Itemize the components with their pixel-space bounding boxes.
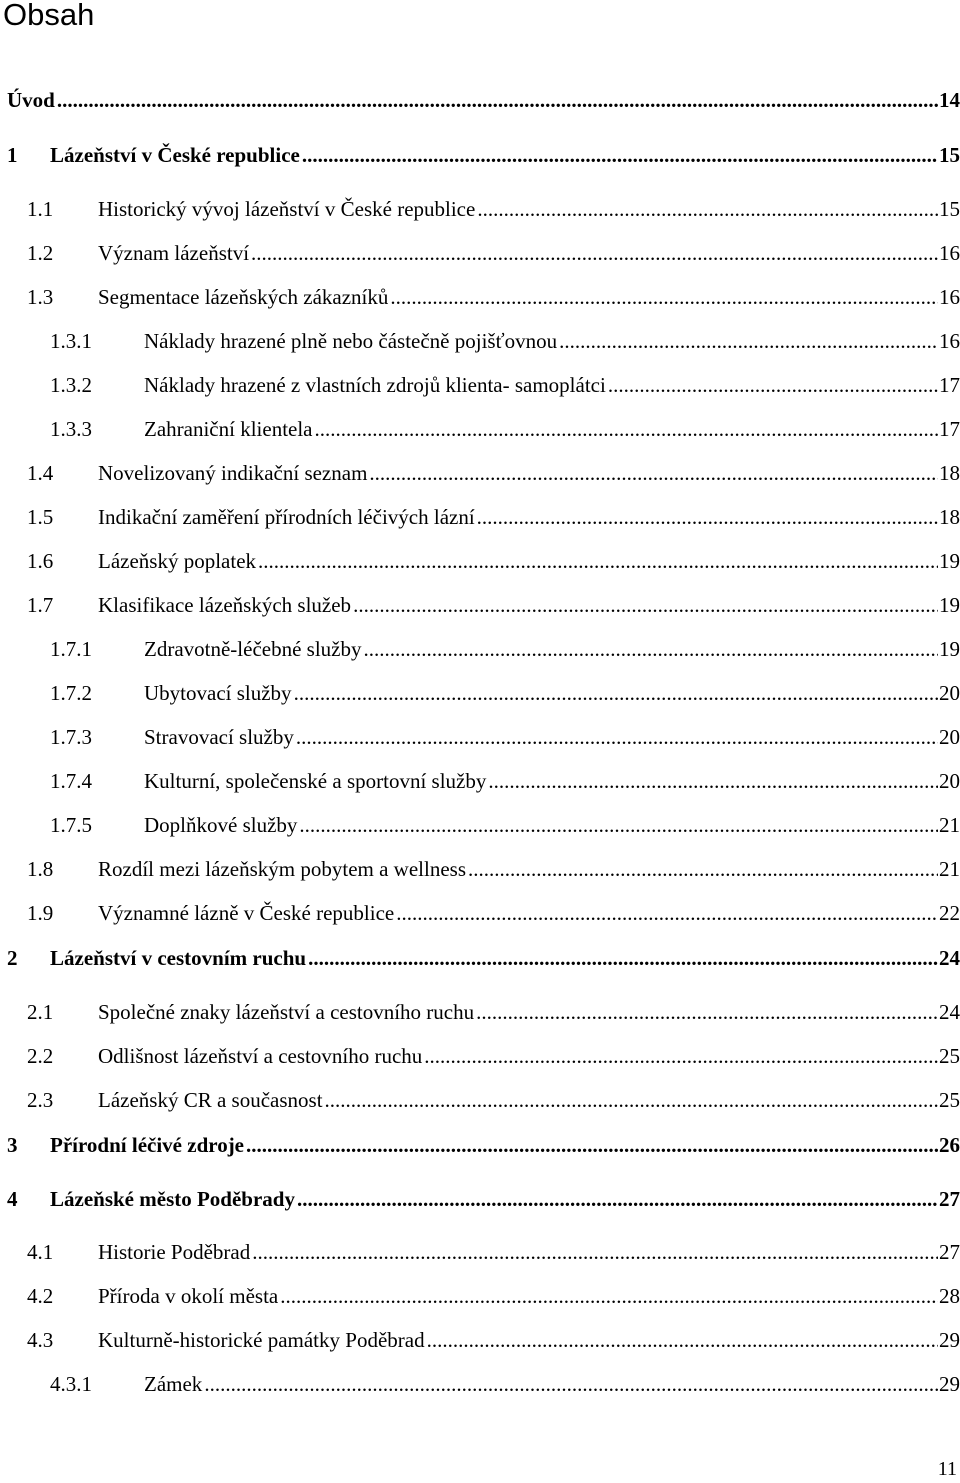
toc-entry-page: 27 xyxy=(939,1240,960,1264)
toc-entry-title: Rozdíl mezi lázeňským pobytem a wellness xyxy=(98,857,466,881)
dot-leader xyxy=(297,1185,938,1213)
dot-leader xyxy=(296,723,938,751)
toc-entry-title: Lázeňský CR a současnost xyxy=(98,1088,323,1112)
toc-entry-page: 29 xyxy=(939,1372,960,1396)
dot-leader xyxy=(488,767,938,795)
toc-entry-title: Doplňkové služby xyxy=(144,813,298,837)
toc-entry-page: 21 xyxy=(939,857,960,881)
dot-leader xyxy=(468,855,938,883)
toc-entry[interactable] xyxy=(27,547,960,575)
toc-entry[interactable] xyxy=(50,371,960,399)
toc-entry-number: 4.2 xyxy=(27,1284,54,1308)
toc-entry[interactable] xyxy=(7,1131,960,1159)
toc-entry[interactable] xyxy=(50,723,960,751)
toc-entry[interactable] xyxy=(27,1282,960,1310)
toc-entry-number: 3 xyxy=(7,1133,18,1157)
toc-entry-number: 4.3.1 xyxy=(50,1372,92,1396)
toc-entry-number: 1.5 xyxy=(27,505,54,529)
toc-entry[interactable] xyxy=(27,1238,960,1266)
toc-entry-title: Kulturně-historické památky Poděbrad xyxy=(98,1328,425,1352)
toc-entry-page: 18 xyxy=(939,461,960,485)
dot-leader xyxy=(302,141,938,169)
toc-entry-number: 2.2 xyxy=(27,1044,54,1068)
toc-entry-page: 15 xyxy=(939,143,960,167)
toc-entry-number: 1.8 xyxy=(27,857,54,881)
dot-leader xyxy=(308,944,938,972)
page-title: Obsah xyxy=(3,0,95,32)
page-number: 11 xyxy=(937,1458,957,1480)
toc-entry-page: 29 xyxy=(939,1328,960,1352)
toc-entry-page: 21 xyxy=(939,813,960,837)
toc-entry-page: 19 xyxy=(939,637,960,661)
toc-entry-number: 1.7.5 xyxy=(50,813,92,837)
toc-entry-number: 1.3.2 xyxy=(50,373,92,397)
toc-entry-number: 1.1 xyxy=(27,197,54,221)
toc-entry[interactable] xyxy=(50,415,960,443)
toc-entry-title: Příroda v okolí města xyxy=(98,1284,279,1308)
dot-leader xyxy=(294,679,938,707)
toc-entry[interactable] xyxy=(50,327,960,355)
toc-entry-title: Společné znaky lázeňství a cestovního ruchu xyxy=(98,1000,475,1024)
toc-entry-page: 18 xyxy=(939,505,960,529)
toc-entry-page: 22 xyxy=(939,901,960,925)
toc-entry-number: 1.3.3 xyxy=(50,417,92,441)
dot-leader xyxy=(280,1282,938,1310)
toc-entry-number: 4.3 xyxy=(27,1328,54,1352)
toc-entry-title: Významné lázně v České republice xyxy=(98,901,395,925)
toc-entry-number: 1.7 xyxy=(27,593,54,617)
toc-entry-number: 1.2 xyxy=(27,241,54,265)
toc-entry-number: 1 xyxy=(7,143,18,167)
toc-entry-title: Zdravotně-léčebné služby xyxy=(144,637,362,661)
toc-entry[interactable] xyxy=(27,283,960,311)
toc-entry-title: Klasifikace lázeňských služeb xyxy=(98,593,352,617)
toc-entry-title: Lázeňské město Poděbrady xyxy=(50,1187,295,1211)
toc-entry-page: 20 xyxy=(939,681,960,705)
dot-leader xyxy=(258,547,938,575)
dot-leader xyxy=(246,1131,938,1159)
dot-leader xyxy=(608,371,938,399)
toc-entry-page: 16 xyxy=(939,241,960,265)
toc-entry-page: 24 xyxy=(939,1000,960,1024)
toc-entry-title: Historie Poděbrad xyxy=(98,1240,251,1264)
toc-entry-page: 25 xyxy=(939,1088,960,1112)
toc-entry-title: Ubytovací služby xyxy=(144,681,292,705)
toc-entry-title: Kulturní, společenské a sportovní služby xyxy=(144,769,487,793)
toc-entry-page: 27 xyxy=(939,1187,960,1211)
toc-entry-title: Lázeňský poplatek xyxy=(98,549,257,573)
toc-entry[interactable] xyxy=(27,591,960,619)
toc-entry-title: Náklady hrazené plně nebo částečně pojišťovnou xyxy=(144,329,558,353)
toc-entry-page: 25 xyxy=(939,1044,960,1068)
toc-entry[interactable] xyxy=(7,141,960,169)
dot-leader xyxy=(251,239,938,267)
toc-entry-number: 1.7.4 xyxy=(50,769,92,793)
toc-entry[interactable] xyxy=(27,1042,960,1070)
toc-entry-number: 1.9 xyxy=(27,901,54,925)
toc-entry[interactable] xyxy=(50,1370,960,1398)
dot-leader xyxy=(476,998,938,1026)
toc-entry-number: 2 xyxy=(7,946,18,970)
toc-entry-number: 1.3.1 xyxy=(50,329,92,353)
toc-entry-page: 15 xyxy=(939,197,960,221)
toc-entry-number: 4 xyxy=(7,1187,18,1211)
toc-entry-page: 17 xyxy=(939,417,960,441)
toc-entry[interactable] xyxy=(7,944,960,972)
dot-leader xyxy=(424,1042,938,1070)
toc-entry-page: 16 xyxy=(939,285,960,309)
toc-entry-number: 1.7.2 xyxy=(50,681,92,705)
dot-leader xyxy=(390,283,938,311)
toc-entry[interactable] xyxy=(27,195,960,223)
toc-entry-number: 1.4 xyxy=(27,461,54,485)
toc-entry[interactable] xyxy=(27,998,960,1026)
toc-entry-number: 1.7.3 xyxy=(50,725,92,749)
dot-leader xyxy=(57,86,938,114)
toc-entry[interactable] xyxy=(7,86,960,114)
dot-leader xyxy=(204,1370,938,1398)
toc-entry[interactable] xyxy=(27,899,960,927)
dot-leader xyxy=(559,327,938,355)
toc-entry-number: 1.3 xyxy=(27,285,54,309)
toc-entry-title: Význam lázeňství xyxy=(98,241,250,265)
toc-entry-number: 1.6 xyxy=(27,549,54,573)
toc-entry[interactable] xyxy=(27,459,960,487)
toc-entry-number: 2.3 xyxy=(27,1088,54,1112)
toc-entry-title: Zámek xyxy=(144,1372,203,1396)
toc-entry[interactable] xyxy=(50,635,960,663)
toc-entry-title: Lázeňství v České republice xyxy=(50,143,300,167)
dot-leader xyxy=(477,195,938,223)
toc-entry-page: 16 xyxy=(939,329,960,353)
toc-entry[interactable] xyxy=(27,855,960,883)
toc-entry-page: 19 xyxy=(939,593,960,617)
toc-entry-title: Indikační zaměření přírodních léčivých lázní xyxy=(98,505,475,529)
dot-leader xyxy=(369,459,938,487)
toc-entry-page: 20 xyxy=(939,769,960,793)
toc-entry-title: Přírodní léčivé zdroje xyxy=(50,1133,245,1157)
dot-leader xyxy=(325,1086,938,1114)
toc-entry[interactable] xyxy=(27,1326,960,1354)
toc-entry-page: 26 xyxy=(939,1133,960,1157)
toc-entry-title: Lázeňství v cestovním ruchu xyxy=(50,946,307,970)
toc-entry-page: 24 xyxy=(939,946,960,970)
toc-entry-title: Novelizovaný indikační seznam xyxy=(98,461,368,485)
toc-entry-number: 2.1 xyxy=(27,1000,54,1024)
dot-leader xyxy=(396,899,938,927)
toc-entry-title: Segmentace lázeňských zákazníků xyxy=(98,285,389,309)
toc-entry-title: Úvod xyxy=(7,88,55,112)
toc-entry[interactable] xyxy=(27,239,960,267)
dot-leader xyxy=(252,1238,938,1266)
toc-entry-title: Historický vývoj lázeňství v České republice xyxy=(98,197,476,221)
toc-entry[interactable] xyxy=(27,503,960,531)
toc-entry[interactable] xyxy=(50,767,960,795)
toc-entry-page: 19 xyxy=(939,549,960,573)
toc-entry-title: Náklady hrazené z vlastních zdrojů klienta- samoplátci xyxy=(144,373,606,397)
toc-entry-title: Zahraniční klientela xyxy=(144,417,313,441)
toc-entry-page: 17 xyxy=(939,373,960,397)
toc-entry[interactable] xyxy=(50,679,960,707)
toc-entry-title: Odlišnost lázeňství a cestovního ruchu xyxy=(98,1044,423,1068)
toc-entry-title: Stravovací služby xyxy=(144,725,294,749)
toc-entry[interactable] xyxy=(7,1185,960,1213)
dot-leader xyxy=(477,503,938,531)
dot-leader xyxy=(299,811,938,839)
toc-entry[interactable] xyxy=(50,811,960,839)
toc-entry-number: 1.7.1 xyxy=(50,637,92,661)
dot-leader xyxy=(353,591,938,619)
dot-leader xyxy=(315,415,938,443)
dot-leader xyxy=(364,635,939,663)
toc-entry-page: 28 xyxy=(939,1284,960,1308)
dot-leader xyxy=(427,1326,938,1354)
toc-entry[interactable] xyxy=(27,1086,960,1114)
toc-entry-number: 4.1 xyxy=(27,1240,54,1264)
toc-entry-page: 14 xyxy=(939,88,960,112)
toc-entry-page: 20 xyxy=(939,725,960,749)
